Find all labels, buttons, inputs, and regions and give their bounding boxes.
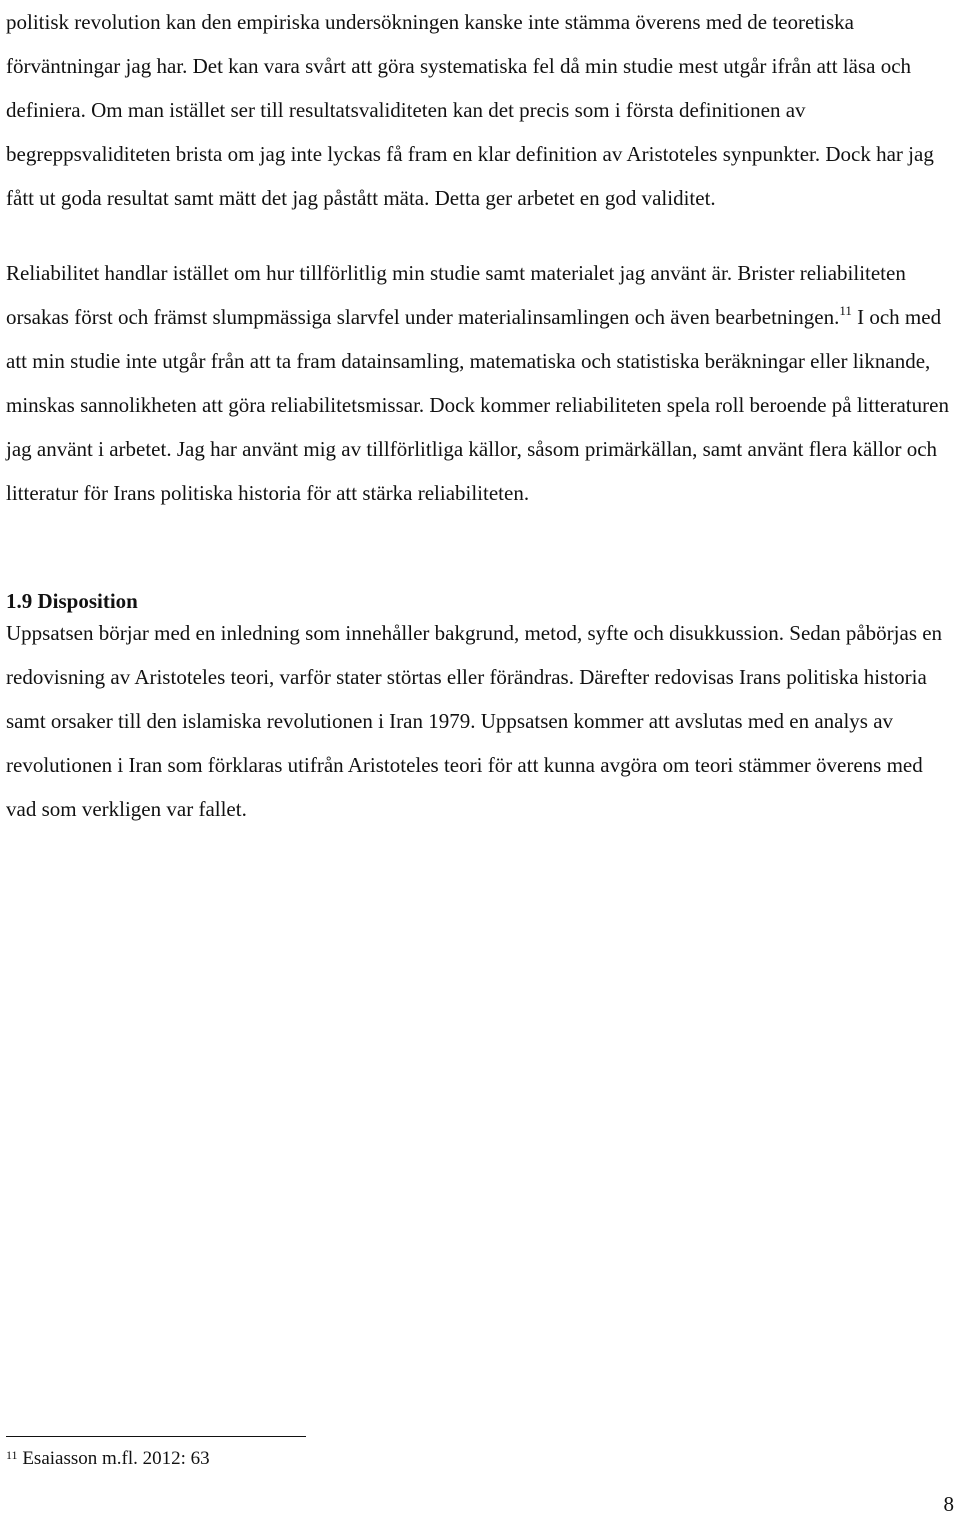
paragraph-reliability [6, 251, 956, 515]
paragraph-disposition [6, 611, 956, 831]
footnote-reference[interactable]: 11 [839, 303, 852, 318]
section-heading: 1.9 Disposition [6, 589, 138, 613]
paragraph-validity [6, 0, 956, 220]
paragraph-validity-text: politisk revolution kan den empiriska undersökningen kanske inte stämma överens med de teoretiska förväntningar jag har. Det kan vara svårt att göra systematiska fel då min studie mest utgår ifrån att läsa och definiera. Om man istället ser till resultatsvaliditeten kan det precis som i första definitionen av begreppsvaliditeten brista om jag inte lyckas få fram en klar definition av Aristoteles synpunkter. Dock har jag fått ut goda resultat samt mätt det jag påstått mäta. Detta ger arbetet en god validitet. [6, 10, 934, 210]
paragraph-reliability-text-1: Reliabilitet handlar istället om hur tillförlitlig min studie samt materialet jag använt är. Brister reliabiliteten orsakas först och främst slumpmässiga slarvfel under materialinsamlingen och även bearbetningen. [6, 261, 906, 329]
paragraph-reliability-text-2: I och med att min studie inte utgår från att ta fram datainsamling, matematiska och statistiska beräkningar eller liknande, minskas sannolikheten att göra reliabilitetsmissar. Dock kommer reliabiliteten spela roll beroende på litteraturen jag använt i arbetet. Jag har använt mig av tillförlitliga källor, såsom primärkällan, samt använt flera källor och litteratur för Irans politiska historia för att stärka reliabiliteten. [6, 305, 949, 505]
paragraph-disposition-text: Uppsatsen börjar med en inledning som innehåller bakgrund, metod, syfte och disukkussion. Sedan påbörjas en redovisning av Aristoteles teori, varför stater störtas eller förändras. Därefter redovisas Irans politiska historia samt orsaker till den islamiska revolutionen i Iran 1979. Uppsatsen kommer att avslutas med en analys av revolutionen i Iran som förklaras utifrån Aristoteles teori för att kunna avgöra om teori stämmer överens med vad som verkligen var fallet. [6, 621, 943, 821]
page-number: 8 [943, 1492, 954, 1516]
footnote-divider [6, 1436, 306, 1437]
footnote-number: 11 [6, 1448, 18, 1462]
footnote-text: Esaiasson m.fl. 2012: 63 [17, 1448, 210, 1469]
footnote [6, 1444, 210, 1474]
